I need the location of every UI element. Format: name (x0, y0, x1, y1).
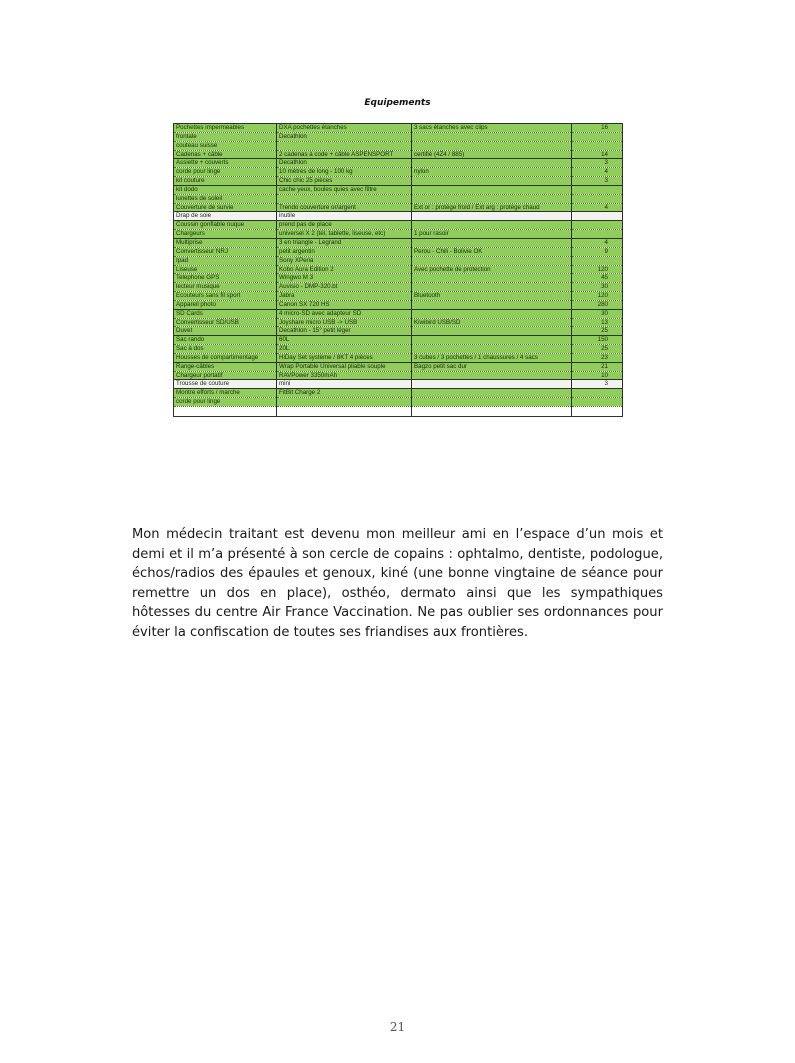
table-row (174, 194, 623, 203)
table-row (174, 380, 623, 389)
item-notes-cell (412, 132, 572, 141)
body-paragraph: Mon médecin traitant est devenu mon meilleur ami en l’espace d’un mois et demi et il m’a présenté à son cercle de copains : ophtalmo, dentiste, podologue, échos/radios des épaules et genoux, kiné (une bonne vingtaine de séance pour remettre un dos en place), osthéo, dermato ainsi que les sympathiques hôtesses du centre Air France Vaccination. Ne pas oublier ses ordonnances pour éviter la confiscation de toutes ses friandises aux frontières. (132, 527, 663, 640)
item-notes-cell (412, 177, 572, 186)
item-notes-cell (412, 380, 572, 389)
item-model-cell: 2 cadenas à code + câble ASPENSPORT (277, 150, 412, 159)
item-price-cell (572, 230, 623, 239)
item-name-cell: Sac rando (174, 336, 277, 345)
item-model-cell: Trendo couverture or/argent (277, 203, 412, 212)
item-notes-cell: Kiwibird USB/SD (412, 318, 572, 327)
item-price-cell: 3 (572, 159, 623, 168)
item-notes-cell (412, 238, 572, 247)
item-price-cell (572, 407, 623, 417)
item-model-cell: universel X 2 (tél, tablette, liseuse, etc) (277, 230, 412, 239)
item-name-cell: couteau suisse (174, 141, 277, 150)
item-price-cell (572, 221, 623, 230)
item-notes-cell (412, 283, 572, 292)
item-name-cell: corde pour linge (174, 398, 277, 407)
table-row (174, 132, 623, 141)
item-price-cell: 45 (572, 274, 623, 283)
table-row (174, 389, 623, 398)
item-notes-cell: 1 pour rasoir (412, 230, 572, 239)
item-name-cell: Housses de compartimentage (174, 353, 277, 362)
item-notes-cell (412, 141, 572, 150)
item-model-cell: HiDay Set système / 8KT 4 pièces (277, 353, 412, 362)
item-notes-cell (412, 212, 572, 221)
item-name-cell: Chargeur portatif (174, 371, 277, 380)
item-model-cell: 60L (277, 336, 412, 345)
item-notes-cell: 3 cubes / 3 pochettes / 1 chaussures / 4 sacs (412, 353, 572, 362)
item-name-cell: Drap de soie (174, 212, 277, 221)
table-row (174, 292, 623, 301)
table-row (174, 318, 623, 327)
item-name-cell: Montre efforts / marche (174, 389, 277, 398)
item-model-cell: RAVPower 3350mAh (277, 371, 412, 380)
item-name-cell: Pochettes impermeables (174, 124, 277, 133)
item-model-cell: Canon SX 720 HS (277, 300, 412, 309)
item-name-cell: Ipad (174, 256, 277, 265)
item-price-cell: 23 (572, 353, 623, 362)
page-number: 21 (389, 1020, 406, 1034)
item-name-cell: kit dodo (174, 185, 277, 194)
item-model-cell: Kobo Aura Edition 2 (277, 265, 412, 274)
item-price-cell: 3 (572, 380, 623, 389)
item-notes-cell: Perou - Chili - Bolivie OK (412, 247, 572, 256)
item-price-cell: 21 (572, 362, 623, 371)
table-row (174, 212, 623, 221)
item-notes-cell (412, 407, 572, 417)
table-row (174, 141, 623, 150)
equipment-table (173, 123, 623, 417)
item-name-cell: lecteur musique (174, 283, 277, 292)
table-row (174, 221, 623, 230)
item-notes-cell (412, 256, 572, 265)
item-notes-cell: 3 sacs étanches avec clips (412, 124, 572, 133)
item-name-cell: SD Cards (174, 309, 277, 318)
item-price-cell: 13 (572, 318, 623, 327)
item-notes-cell (412, 185, 572, 194)
table-row (174, 238, 623, 247)
table-row (174, 300, 623, 309)
table-row (174, 274, 623, 283)
item-notes-cell: Bagzo petit sac dur (412, 362, 572, 371)
item-price-cell (572, 256, 623, 265)
item-model-cell: Decathlon - 15° petit léger (277, 327, 412, 336)
item-model-cell: Wingwo M 3 (277, 274, 412, 283)
item-price-cell: 120 (572, 292, 623, 301)
item-price-cell: 150 (572, 336, 623, 345)
item-name-cell (174, 407, 277, 417)
item-price-cell: 25 (572, 345, 623, 354)
item-notes-cell (412, 327, 572, 336)
table-title: Equipements (364, 98, 431, 108)
item-notes-cell (412, 309, 572, 318)
table-row (174, 309, 623, 318)
item-model-cell: Joyshare micro USB -> USB (277, 318, 412, 327)
item-price-cell (572, 132, 623, 141)
item-notes-cell (412, 221, 572, 230)
item-model-cell: mini (277, 380, 412, 389)
item-price-cell: 4 (572, 238, 623, 247)
item-price-cell: 9 (572, 247, 623, 256)
table-row (174, 203, 623, 212)
item-price-cell: 10 (572, 371, 623, 380)
item-price-cell: 4 (572, 168, 623, 177)
item-notes-cell (412, 194, 572, 203)
item-name-cell: Liseuse (174, 265, 277, 274)
item-model-cell: 10 mètres de long - 100 kg (277, 168, 412, 177)
table-row (174, 353, 623, 362)
item-model-cell (277, 141, 412, 150)
item-price-cell: 120 (572, 265, 623, 274)
table-row (174, 407, 623, 417)
item-name-cell: Coussin gonflable nuque (174, 221, 277, 230)
table-row (174, 345, 623, 354)
table-row (174, 247, 623, 256)
item-price-cell: 3 (572, 177, 623, 186)
item-model-cell: FitBit Charge 2 (277, 389, 412, 398)
item-name-cell: Chargeurs (174, 230, 277, 239)
item-model-cell: cache yeux, boules quies avec filtre (277, 185, 412, 194)
item-model-cell: Jabra (277, 292, 412, 301)
item-notes-cell: Avec pochette de protection (412, 265, 572, 274)
equipment-table-body (174, 124, 623, 417)
table-row (174, 159, 623, 168)
item-model-cell: Wrap Portable Universal pliable souple (277, 362, 412, 371)
item-notes-cell (412, 300, 572, 309)
item-model-cell (277, 398, 412, 407)
item-model-cell: inutile (277, 212, 412, 221)
item-model-cell: Sony XPeria (277, 256, 412, 265)
table-row (174, 398, 623, 407)
item-price-cell: 25 (572, 327, 623, 336)
item-model-cell: 3 en triangle - Legrand (277, 238, 412, 247)
item-name-cell: lunettes de soleil (174, 194, 277, 203)
item-notes-cell (412, 389, 572, 398)
item-notes-cell (412, 274, 572, 283)
table-row (174, 362, 623, 371)
item-price-cell: 14 (572, 150, 623, 159)
item-name-cell: frontale (174, 132, 277, 141)
item-price-cell (572, 194, 623, 203)
item-name-cell: Convertisseur SD/USB (174, 318, 277, 327)
item-notes-cell: Bluetooth (412, 292, 572, 301)
item-notes-cell (412, 336, 572, 345)
item-name-cell: Cadenas + câble (174, 150, 277, 159)
table-row (174, 336, 623, 345)
table-row (174, 230, 623, 239)
item-price-cell (572, 389, 623, 398)
item-notes-cell (412, 398, 572, 407)
item-price-cell (572, 398, 623, 407)
item-model-cell: DXA pochettes étanches (277, 124, 412, 133)
item-price-cell: 4 (572, 203, 623, 212)
item-name-cell: Telephone GPS (174, 274, 277, 283)
item-model-cell: 4 micro-SD avec adapteur SD (277, 309, 412, 318)
item-price-cell: 16 (572, 124, 623, 133)
item-name-cell: Convertisseur NRJ (174, 247, 277, 256)
item-model-cell: Chic chic 25 pièces (277, 177, 412, 186)
table-row (174, 283, 623, 292)
item-notes-cell: nylon (412, 168, 572, 177)
item-price-cell: 280 (572, 300, 623, 309)
item-model-cell: Decathlon (277, 159, 412, 168)
table-row (174, 177, 623, 186)
item-name-cell: kit couture (174, 177, 277, 186)
item-name-cell: Appareil photo (174, 300, 277, 309)
item-price-cell (572, 185, 623, 194)
item-price-cell (572, 212, 623, 221)
item-name-cell: Couverture de survie (174, 203, 277, 212)
table-row (174, 124, 623, 133)
item-name-cell: Multiprise (174, 238, 277, 247)
item-name-cell: Assiette + couverts (174, 159, 277, 168)
item-name-cell: Sac à dos (174, 345, 277, 354)
item-notes-cell: certifié (4Z4 / 885) (412, 150, 572, 159)
table-row (174, 185, 623, 194)
item-name-cell: Ecouteurs sans fil sport (174, 292, 277, 301)
item-model-cell (277, 407, 412, 417)
item-notes-cell (412, 159, 572, 168)
table-row (174, 256, 623, 265)
table-row (174, 265, 623, 274)
item-model-cell: Decathlon (277, 132, 412, 141)
item-model-cell: Auvisio - DMP-320.bt (277, 283, 412, 292)
item-name-cell: corde pour linge (174, 168, 277, 177)
item-model-cell (277, 194, 412, 203)
table-row (174, 168, 623, 177)
item-model-cell: petit argentin (277, 247, 412, 256)
item-model-cell: prend pas de place (277, 221, 412, 230)
item-price-cell (572, 141, 623, 150)
table-row (174, 327, 623, 336)
item-notes-cell (412, 371, 572, 380)
item-notes-cell: Ext or : protège froid / Ext arg : protège chaud (412, 203, 572, 212)
table-row (174, 371, 623, 380)
item-model-cell: 20L (277, 345, 412, 354)
table-row (174, 150, 623, 159)
item-name-cell: Trousse de couture (174, 380, 277, 389)
item-price-cell: 30 (572, 283, 623, 292)
item-price-cell: 30 (572, 309, 623, 318)
item-name-cell: Duvet (174, 327, 277, 336)
item-name-cell: Range-câbles (174, 362, 277, 371)
item-notes-cell (412, 345, 572, 354)
